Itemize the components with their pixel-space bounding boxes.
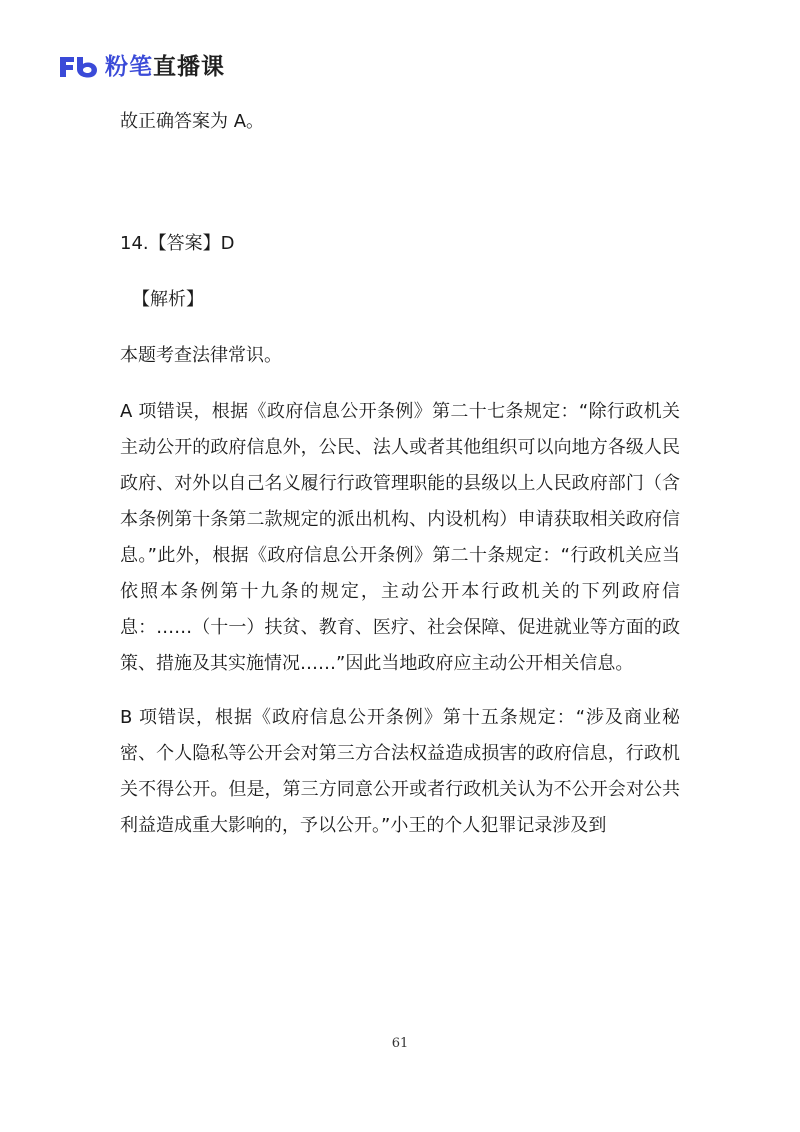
paragraph-option-a: A 项错误，根据《政府信息公开条例》第二十七条规定：“除行政机关主动公开的政府信息外，公民、法人或者其他组织可以向地方各级人民政府、对外以自己名义履行行政管理职能的县级以上人民政府部门（含本条例第十条第二款规定的派出机构、内设机构）申请获取相关政府信息。”此外，根据《政府信息公开条例》第二十条规定：“行政机关应当依照本条例第十九条的规定，主动公开本行政机关的下列政府信息：……（十一）扶贫、教育、医疗、社会保障、促进就业等方面的政策、措施及其实施情况……”因此当地政府应主动公开相关信息。 [120, 401, 680, 674]
fb-logo-icon [57, 54, 101, 80]
analysis-heading: 【解析】 [132, 289, 204, 310]
paragraph-option-b: B 项错误，根据《政府信息公开条例》第十五条规定：“涉及商业秘密、个人隐私等公开会对第三方合法权益造成损害的政府信息，行政机关不得公开。但是，第三方同意公开或者行政机关认为不公开会对公共利益造成重大影响的，予以公开。”小王的个人犯罪记录涉及到 [120, 707, 680, 836]
paragraph-topic: 本题考查法律常识。 [120, 345, 282, 366]
answer-heading: 14.【答案】D [120, 233, 235, 254]
brand-logo [57, 52, 225, 82]
document-body [120, 100, 680, 844]
brand-name: 粉笔直播课 [105, 54, 225, 80]
paragraph-conclusion: 故正确答案为 A。 [120, 111, 265, 132]
page-number: 61 [391, 1036, 409, 1051]
